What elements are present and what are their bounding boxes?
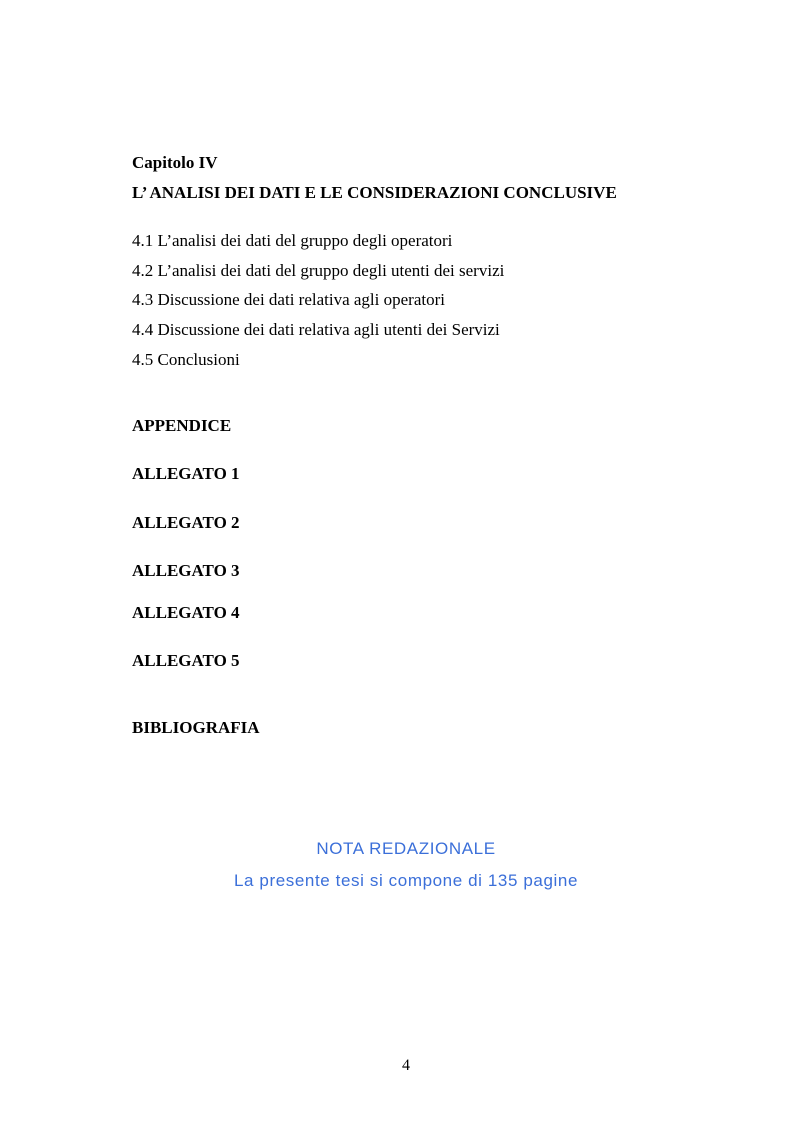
toc-entry: 4.3 Discussione dei dati relativa agli operatori [132,290,445,309]
bibliography-heading: BIBLIOGRAFIA [132,718,260,737]
toc-entry: 4.2 L’analisi dei dati del gruppo degli utenti dei servizi [132,261,505,280]
attachment-heading-3: ALLEGATO 3 [132,561,240,580]
attachment-heading-5: ALLEGATO 5 [132,651,240,670]
attachment-heading-2: ALLEGATO 2 [132,513,240,532]
editorial-note-title: NOTA REDAZIONALE [316,839,496,858]
attachment-heading-4: ALLEGATO 4 [132,603,240,622]
appendix-heading: APPENDICE [132,416,232,435]
page-number: 4 [402,1057,410,1074]
editorial-note-text: La presente tesi si compone di 135 pagine [233,871,579,890]
toc-entry: 4.5 Conclusioni [132,350,240,369]
toc-entry: 4.1 L’analisi dei dati del gruppo degli operatori [132,231,453,250]
chapter-title: L’ ANALISI DEI DATI E LE CONSIDERAZIONI CONCLUSIVE [132,183,617,202]
chapter-label: Capitolo IV [132,153,218,172]
toc-entry: 4.4 Discussione dei dati relativa agli utenti dei Servizi [132,320,500,339]
attachment-heading-1: ALLEGATO 1 [132,464,240,483]
